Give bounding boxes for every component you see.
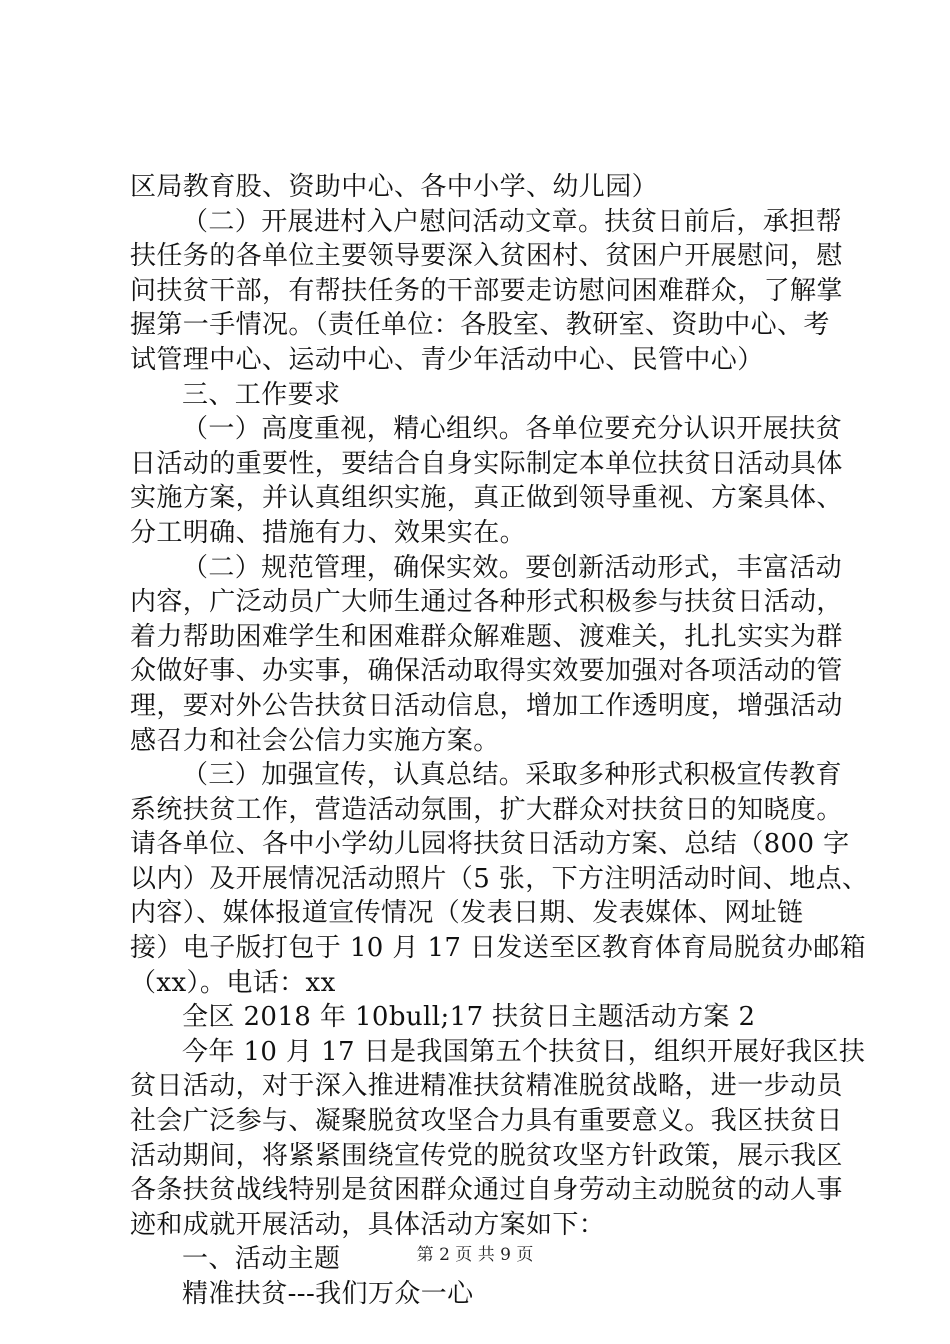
text-line: （xx）。电话：xx (130, 967, 336, 998)
text-line: 内容，广泛动员广大师生通过各种形式积极参与扶贫日活动， (130, 587, 843, 618)
text-line: 三、工作要求 (182, 379, 341, 410)
text-line: 一、活动主题 (182, 1244, 341, 1275)
text-line: 活动期间，将紧紧围绕宣传党的脱贫攻坚方针政策，展示我区 (130, 1140, 843, 1171)
text-line: 今年 10 月 17 日是我国第五个扶贫日，组织开展好我区扶 (182, 1036, 866, 1067)
text-line: 全区 2018 年 10bull;17 扶贫日主题活动方案 2 (182, 1002, 756, 1033)
text-line: （一）高度重视，精心组织。各单位要充分认识开展扶贫 (182, 414, 843, 445)
text-line: （三）加强宣传，认真总结。采取多种形式积极宣传教育 (182, 760, 843, 791)
text-line: 众做好事、办实事，确保活动取得实效要加强对各项活动的管 (130, 656, 843, 687)
text-line: 着力帮助困难学生和困难群众解难题、渡难关，扎扎实实为群 (130, 621, 843, 652)
text-line: 请各单位、各中小学幼儿园将扶贫日活动方案、总结（800 字 (130, 829, 850, 860)
text-line: 扶任务的各单位主要领导要深入贫困村、贫困户开展慰问，慰 (130, 241, 843, 272)
document-body (130, 170, 869, 1312)
text-line: 握第一手情况。（责任单位：各股室、教研室、资助中心、考 (130, 310, 830, 341)
text-line: （二）规范管理，确保实效。要创新活动形式，丰富活动 (182, 552, 843, 583)
text-line: 分工明确、措施有力、效果实在。 (130, 517, 527, 548)
text-line: 试管理中心、运动中心、青少年活动中心、民管中心） (130, 344, 764, 375)
text-line: 精准扶贫---我们万众一心 (182, 1279, 474, 1309)
text-line: 内容）、媒体报道宣传情况（发表日期、发表媒体、网址链 (130, 898, 804, 929)
text-line: （二）开展进村入户慰问活动文章。扶贫日前后，承担帮 (182, 206, 843, 237)
text-line: 日活动的重要性，要结合自身实际制定本单位扶贫日活动具体 (130, 448, 843, 479)
text-line: 迹和成就开展活动，具体活动方案如下： (130, 1209, 606, 1240)
text-line: 以内）及开展情况活动照片（5 张，下方注明活动时间、地点、 (130, 863, 869, 894)
text-line: 感召力和社会公信力实施方案。 (130, 725, 500, 756)
text-line: 贫日活动，对于深入推进精准扶贫精准脱贫战略，进一步动员 (130, 1071, 843, 1102)
text-line: 系统扶贫工作，营造活动氛围，扩大群众对扶贫日的知晓度。 (130, 794, 843, 825)
page-number-footer: 第 2 页 共 9 页 (416, 1245, 534, 1265)
text-line: 区局教育股、资助中心、各中小学、幼儿园） (130, 172, 659, 202)
text-line: 问扶贫干部，有帮扶任务的干部要走访慰问困难群众，了解掌 (130, 275, 843, 306)
text-line: 接）电子版打包于 10 月 17 日发送至区教育体育局脱贫办邮箱 (130, 933, 867, 964)
text-line: 社会广泛参与、凝聚脱贫攻坚合力具有重要意义。我区扶贫日 (130, 1106, 843, 1137)
text-line: 理，要对外公告扶贫日活动信息，增加工作透明度，增强活动 (130, 690, 843, 721)
text-line: 各条扶贫战线特别是贫困群众通过自身劳动主动脱贫的动人事 (130, 1175, 843, 1206)
text-line: 实施方案，并认真组织实施，真正做到领导重视、方案具体、 (130, 483, 843, 514)
